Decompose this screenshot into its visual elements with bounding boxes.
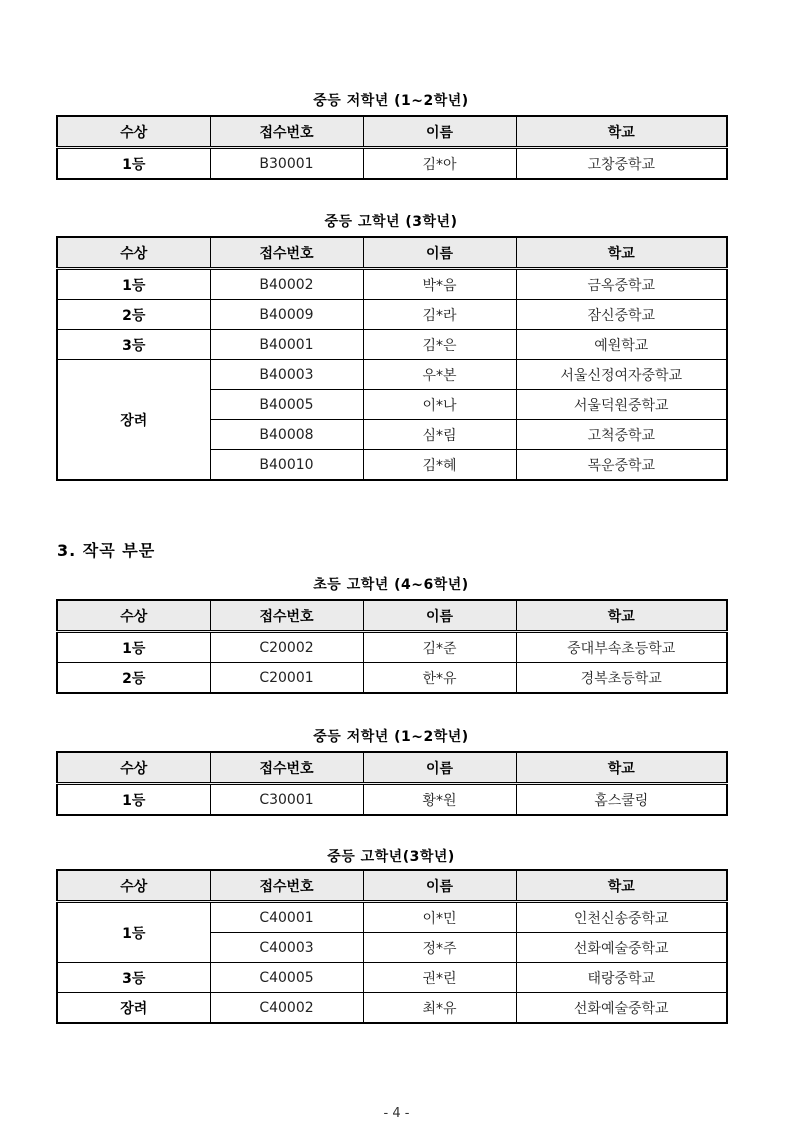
award-cell: 장려: [57, 360, 210, 481]
award-cell: 1등: [57, 148, 210, 180]
table-header-row: [57, 116, 727, 148]
school-cell: 선화예술중학교: [516, 933, 727, 963]
name-cell: 황*원: [363, 784, 516, 816]
header-code: 접수번호: [210, 237, 363, 269]
school-cell: 태랑중학교: [516, 963, 727, 993]
section-heading: 3. 작곡 부문: [57, 541, 156, 560]
award-cell: 1등: [57, 632, 210, 663]
school-cell: 서울덕원중학교: [516, 390, 727, 420]
award-cell: 1등: [57, 784, 210, 816]
name-cell: 우*본: [363, 360, 516, 390]
code-cell: C20001: [210, 663, 363, 694]
table-row: [57, 663, 727, 694]
header-school: 학교: [516, 600, 727, 632]
name-cell: 박*음: [363, 269, 516, 300]
table-caption: 중등 저학년 (1~2학년): [313, 729, 469, 745]
table-header-row: [57, 752, 727, 784]
table-caption: 중등 고학년 (3학년): [324, 214, 458, 230]
name-cell: 이*나: [363, 390, 516, 420]
code-cell: C40002: [210, 993, 363, 1024]
code-cell: B40001: [210, 330, 363, 360]
code-cell: B40008: [210, 420, 363, 450]
header-award: 수상: [57, 870, 210, 902]
name-cell: 김*준: [363, 632, 516, 663]
table-header-row: [57, 600, 727, 632]
header-code: 접수번호: [210, 752, 363, 784]
school-cell: 중대부속초등학교: [516, 632, 727, 663]
school-cell: 선화예술중학교: [516, 993, 727, 1024]
header-school: 학교: [516, 116, 727, 148]
code-cell: C30001: [210, 784, 363, 816]
award-table: [56, 599, 728, 694]
school-cell: 목운중학교: [516, 450, 727, 481]
name-cell: 김*아: [363, 148, 516, 180]
header-award: 수상: [57, 237, 210, 269]
school-cell: 고척중학교: [516, 420, 727, 450]
header-code: 접수번호: [210, 116, 363, 148]
code-cell: C40001: [210, 902, 363, 933]
header-award: 수상: [57, 600, 210, 632]
award-cell: 3등: [57, 963, 210, 993]
table-row: [57, 784, 727, 816]
award-table: [56, 751, 728, 816]
page-number: - 4 -: [383, 1106, 410, 1121]
code-cell: B40002: [210, 269, 363, 300]
header-school: 학교: [516, 237, 727, 269]
award-cell: 장려: [57, 993, 210, 1024]
code-cell: C40005: [210, 963, 363, 993]
table-row: [57, 330, 727, 360]
table-caption: 중등 고학년(3학년): [327, 849, 455, 865]
code-cell: B40009: [210, 300, 363, 330]
name-cell: 심*림: [363, 420, 516, 450]
school-cell: 경복초등학교: [516, 663, 727, 694]
header-name: 이름: [363, 237, 516, 269]
header-award: 수상: [57, 752, 210, 784]
school-cell: 서울신정여자중학교: [516, 360, 727, 390]
school-cell: 고창중학교: [516, 148, 727, 180]
table-header-row: [57, 870, 727, 902]
table-caption: 중등 저학년 (1~2학년): [313, 93, 469, 109]
name-cell: 정*주: [363, 933, 516, 963]
table-row: [57, 269, 727, 300]
award-cell: 1등: [57, 902, 210, 963]
code-cell: B40010: [210, 450, 363, 481]
award-cell: 1등: [57, 269, 210, 300]
header-name: 이름: [363, 870, 516, 902]
table-row: [57, 148, 727, 180]
header-name: 이름: [363, 116, 516, 148]
name-cell: 최*유: [363, 993, 516, 1024]
header-code: 접수번호: [210, 600, 363, 632]
header-code: 접수번호: [210, 870, 363, 902]
table-row: [57, 632, 727, 663]
code-cell: B40005: [210, 390, 363, 420]
name-cell: 김*은: [363, 330, 516, 360]
award-table: [56, 236, 728, 481]
school-cell: 인천신송중학교: [516, 902, 727, 933]
award-cell: 2등: [57, 663, 210, 694]
table-row: [57, 993, 727, 1024]
code-cell: C20002: [210, 632, 363, 663]
name-cell: 한*유: [363, 663, 516, 694]
code-cell: B40003: [210, 360, 363, 390]
award-table: [56, 115, 728, 180]
school-cell: 금옥중학교: [516, 269, 727, 300]
header-name: 이름: [363, 752, 516, 784]
table-header-row: [57, 237, 727, 269]
header-name: 이름: [363, 600, 516, 632]
header-school: 학교: [516, 752, 727, 784]
table-row: [57, 300, 727, 330]
name-cell: 김*라: [363, 300, 516, 330]
school-cell: 잠신중학교: [516, 300, 727, 330]
school-cell: 예원학교: [516, 330, 727, 360]
header-school: 학교: [516, 870, 727, 902]
header-award: 수상: [57, 116, 210, 148]
school-cell: 홈스쿨링: [516, 784, 727, 816]
code-cell: C40003: [210, 933, 363, 963]
table-caption: 초등 고학년 (4~6학년): [313, 577, 469, 593]
code-cell: B30001: [210, 148, 363, 180]
table-row: [57, 902, 727, 933]
award-table: [56, 869, 728, 1024]
name-cell: 이*민: [363, 902, 516, 933]
award-cell: 2등: [57, 300, 210, 330]
name-cell: 김*혜: [363, 450, 516, 481]
table-row: [57, 963, 727, 993]
table-row: [57, 360, 727, 390]
award-cell: 3등: [57, 330, 210, 360]
name-cell: 권*린: [363, 963, 516, 993]
